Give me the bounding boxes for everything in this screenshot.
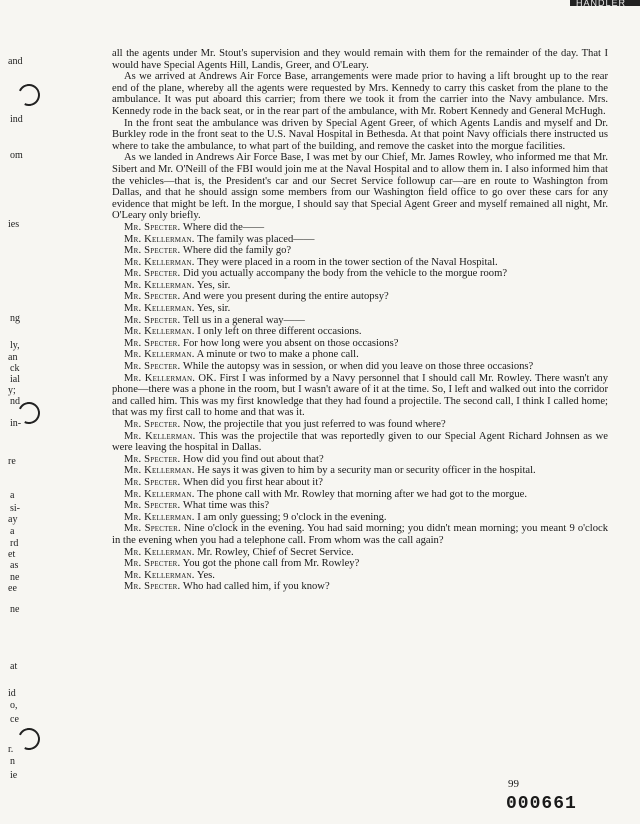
speaker-label: Mr. Kellerman. bbox=[124, 303, 195, 315]
paragraph-text: Did you actually accompany the body from the vehicle to the morgue room? bbox=[183, 268, 508, 280]
dialogue-line bbox=[112, 326, 608, 338]
dialogue-line bbox=[112, 349, 608, 361]
speaker-label: Mr. Specter. bbox=[124, 453, 181, 465]
speaker-label: Mr. Kellerman. bbox=[124, 430, 196, 442]
speaker-label: Mr. Kellerman. bbox=[124, 465, 195, 477]
margin-fragment: r. bbox=[8, 744, 14, 755]
paragraph-text: I am only guessing; 9 o'clock in the evening. bbox=[197, 511, 387, 523]
dialogue-line bbox=[112, 361, 608, 373]
margin-fragment: ne bbox=[10, 604, 20, 615]
bates-number: 000661 bbox=[506, 794, 577, 814]
dialogue-line bbox=[112, 512, 608, 524]
speaker-label: Mr. Kellerman. bbox=[124, 349, 195, 361]
margin-fragment: ial bbox=[10, 374, 20, 385]
speaker-label: Mr. Specter. bbox=[124, 476, 181, 488]
paragraph-text: Mr. Rowley, Chief of Secret Service. bbox=[197, 546, 354, 558]
dialogue-line bbox=[112, 257, 608, 269]
margin-fragment: o, bbox=[10, 700, 18, 711]
narrative-paragraph bbox=[112, 48, 608, 71]
speaker-label: Mr. Specter. bbox=[124, 500, 181, 512]
paragraph-text: In the front seat the ambulance was driven by Special Agent Greer, of which Agents Landis and myself and Dr. Burkley rode in the front seat to the U.S. Naval Hospital in Bethesda. At that point Navy officials there instructed us where to take the ambulance, to what part of the building, and remove the casket into the morgue facilities. bbox=[112, 117, 608, 152]
paragraph-text: The family was placed—— bbox=[197, 233, 315, 245]
dialogue-line bbox=[112, 489, 608, 501]
dialogue-line bbox=[112, 419, 608, 431]
margin-fragment: ly, bbox=[10, 340, 20, 351]
margin-fragment: nd bbox=[10, 396, 20, 407]
paragraph-text: As we landed in Andrews Air Force Base, I was met by our Chief, Mr. James Rowley, who informed me that Mr. Sibert and Mr. O'Neill of the FBI would join me at the Naval Hospital and to allow them in. I also informed him that the vehicles—that is, the President's car and our Secret Service followup car—are en route to Washington from Dallas, and that he should assign some members from our Washington field office to go over these cars for any evidence that might be left. In the morgue, I should say that Special Agent Greer and myself remained all night, Mr. O'Leary only briefly. bbox=[112, 152, 608, 222]
narrative-paragraph bbox=[112, 152, 608, 222]
dialogue-line bbox=[112, 558, 608, 570]
narrative-paragraph bbox=[112, 118, 608, 153]
margin-fragment: si- bbox=[10, 503, 20, 514]
dialogue-line bbox=[112, 477, 608, 489]
paragraph-text: The phone call with Mr. Rowley that morning after we had got to the morgue. bbox=[197, 488, 527, 500]
dialogue-line bbox=[112, 280, 608, 292]
paragraph-text: Now, the projectile that you just referred to was found where? bbox=[183, 419, 446, 430]
margin-fragment: as bbox=[10, 560, 19, 571]
paragraph-text: And were you present during the entire autopsy? bbox=[182, 291, 389, 303]
speaker-label: Mr. Specter. bbox=[124, 268, 181, 280]
margin-fragment: ck bbox=[10, 363, 20, 374]
paragraph-text: What time was this? bbox=[182, 500, 270, 512]
speaker-label: Mr. Specter. bbox=[124, 581, 181, 593]
paragraph-text: Where did the family go? bbox=[182, 245, 292, 257]
margin-fragment: a bbox=[10, 526, 15, 537]
margin-fragment: re bbox=[8, 456, 16, 467]
paragraph-text: Yes, sir. bbox=[196, 303, 231, 315]
margin-fragment: et bbox=[8, 549, 16, 560]
speaker-label: Mr. Specter. bbox=[124, 558, 181, 570]
paragraph-text: While the autopsy was in session, or when did you leave on those three occasions? bbox=[182, 361, 534, 373]
dialogue-line bbox=[112, 570, 608, 582]
paragraph-text: Where did the—— bbox=[182, 221, 265, 233]
paragraph-text: Tell us in a general way—— bbox=[182, 314, 305, 326]
margin-fragment: rd bbox=[10, 538, 19, 549]
speaker-label: Mr. Kellerman. bbox=[124, 546, 195, 558]
paragraph-text: For how long were you absent on those occasions? bbox=[183, 337, 399, 349]
speaker-label: Mr. Kellerman. bbox=[124, 488, 195, 500]
page-number: 99 bbox=[508, 778, 519, 790]
speaker-label: Mr. Specter. bbox=[124, 314, 181, 326]
dialogue-line bbox=[112, 500, 608, 512]
margin-fragment: om bbox=[10, 150, 23, 161]
margin-fragment: ne bbox=[10, 572, 20, 583]
dialogue-line bbox=[112, 547, 608, 559]
testimony-body bbox=[112, 48, 608, 593]
speaker-label: Mr. Specter. bbox=[124, 245, 181, 257]
margin-fragment: at bbox=[10, 661, 18, 672]
margin-fragment: an bbox=[8, 352, 18, 363]
dialogue-line bbox=[112, 523, 608, 546]
margin-fragment: and bbox=[8, 56, 23, 67]
paragraph-text: As we arrived at Andrews Air Force Base, arrangements were made prior to having a lift brought up to the rear end of the plane, whereby all the agents were requested by Mrs. Kennedy to carry this casket from the plane to the ambulance. It was put aboard this carrier; from there we took it from the carrier into the Navy ambulance. Mrs. Kennedy rode in the back seat, or in the rear part of the ambulance, with Mr. Robert Kennedy and General McHugh. bbox=[112, 71, 608, 117]
paragraph-text: I only left on three different occasions. bbox=[197, 326, 362, 338]
dialogue-line bbox=[112, 338, 608, 350]
speaker-label: Mr. Kellerman. bbox=[124, 372, 196, 384]
speaker-label: Mr. Kellerman. bbox=[124, 326, 195, 338]
dialogue-line bbox=[112, 431, 608, 454]
paragraph-text: Yes, sir. bbox=[196, 279, 231, 291]
margin-fragment: y; bbox=[8, 385, 16, 396]
paragraph-text: all the agents under Mr. Stout's supervision and they would remain with them for the remainder of the day. That I would have Special Agents Hill, Landis, Greer, and O'Leary. bbox=[112, 48, 608, 71]
dialogue-line bbox=[112, 581, 608, 593]
paragraph-text: They were placed in a room in the tower section of the Naval Hospital. bbox=[197, 256, 498, 268]
margin-fragment: ee bbox=[8, 583, 17, 594]
dialogue-line bbox=[112, 303, 608, 315]
margin-fragment: ay bbox=[8, 514, 18, 525]
dialogue-line bbox=[112, 465, 608, 477]
paragraph-text: Nine o'clock in the evening. You had said morning; you didn't mean morning; you meant 9 o'clock in the evening when you had a telephone call. From whom was the call again? bbox=[112, 523, 608, 546]
paragraph-text: You got the phone call from Mr. Rowley? bbox=[182, 558, 360, 570]
narrative-paragraph bbox=[112, 71, 608, 117]
dialogue-line bbox=[112, 245, 608, 257]
speaker-label: Mr. Kellerman. bbox=[124, 569, 195, 581]
speaker-label: Mr. Specter. bbox=[124, 523, 181, 535]
speaker-label: Mr. Specter. bbox=[124, 221, 181, 233]
margin-fragment: ind bbox=[10, 114, 23, 125]
paragraph-text: How did you find out about that? bbox=[183, 453, 324, 465]
margin-fragment: a bbox=[10, 490, 15, 501]
dialogue-line bbox=[112, 315, 608, 327]
paragraph-text: Who had called him, if you know? bbox=[182, 581, 330, 593]
paragraph-text: A minute or two to make a phone call. bbox=[196, 349, 359, 361]
dialogue-line bbox=[112, 234, 608, 246]
margin-fragment: ie bbox=[10, 770, 18, 781]
paragraph-text: OK. First I was informed by a Navy personnel that I should call Mr. Rowley. There wasn't any phone—there was a phone in the room, but I wasn't aware of it at the time. So, I left and walked out into the corridor and called him. This was my first knowledge that they had found a projectile. The second call, I think I called home; that was my first call to home and that was it. bbox=[112, 372, 608, 419]
speaker-label: Mr. Kellerman. bbox=[124, 279, 195, 291]
dialogue-line bbox=[112, 268, 608, 280]
margin-fragment: in- bbox=[10, 418, 22, 429]
margin-fragment: ce bbox=[10, 714, 19, 725]
speaker-label: Mr. Specter. bbox=[124, 361, 181, 373]
margin-fragment: n bbox=[10, 756, 15, 767]
dialogue-line bbox=[112, 291, 608, 303]
speaker-label: Mr. Specter. bbox=[124, 337, 181, 349]
speaker-label: Mr. Specter. bbox=[124, 419, 181, 430]
paragraph-text: He says it was given to him by a security man or security officer in the hospital. bbox=[197, 465, 536, 477]
speaker-label: Mr. Kellerman. bbox=[124, 233, 195, 245]
margin-fragment: ng bbox=[10, 313, 20, 324]
margin-fragment: ies bbox=[8, 219, 20, 230]
dialogue-line bbox=[112, 373, 608, 419]
header-fragment: HANDLER bbox=[575, 0, 626, 8]
dialogue-line bbox=[112, 454, 608, 466]
paragraph-text: This was the projectile that was reportedly given to our Special Agent Richard Johnsen as we were leaving the hospital in Dallas. bbox=[112, 430, 608, 454]
speaker-label: Mr. Kellerman. bbox=[124, 511, 195, 523]
paragraph-text: Yes. bbox=[196, 569, 215, 581]
paragraph-text: When did you first hear about it? bbox=[182, 476, 323, 488]
speaker-label: Mr. Kellerman. bbox=[124, 256, 195, 268]
dialogue-line bbox=[112, 222, 608, 234]
margin-fragment: id bbox=[8, 688, 16, 699]
speaker-label: Mr. Specter. bbox=[124, 291, 181, 303]
